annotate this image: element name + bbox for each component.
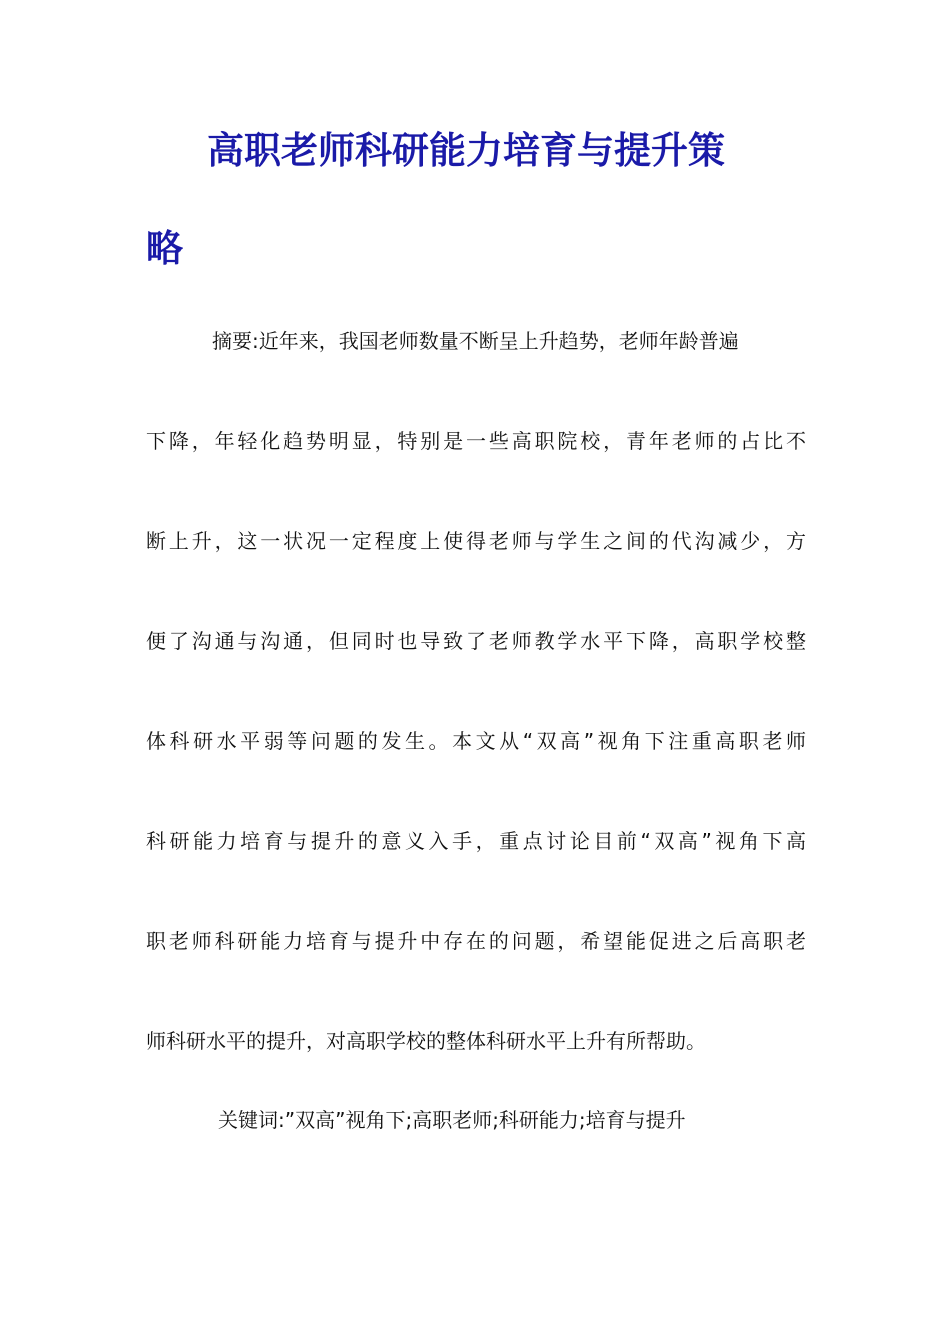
abstract-line-1: 摘要:近年来，我国老师数量不断呈上升趋势，老师年龄普遍	[212, 329, 739, 353]
document-title-line-2: 略	[146, 226, 183, 270]
document-title-line-1: 高职老师科研能力培育与提升策	[207, 128, 725, 172]
abstract-line-4: 便了沟通与沟通，但同时也导致了老师教学水平下降，高职学校整	[146, 629, 806, 653]
abstract-line-6: 科研能力培育与提升的意义入手，重点讨论目前“双高”视角下高	[146, 829, 806, 853]
abstract-line-8: 师科研水平的提升，对高职学校的整体科研水平上升有所帮助。	[146, 1029, 706, 1053]
abstract-line-3: 断上升，这一状况一定程度上使得老师与学生之间的代沟减少，方	[146, 529, 806, 553]
keywords-line: 关键词:”双高”视角下;高职老师;科研能力;培育与提升	[218, 1108, 686, 1132]
abstract-line-7: 职老师科研能力培育与提升中存在的问题，希望能促进之后高职老	[146, 929, 806, 953]
abstract-line-2: 下降，年轻化趋势明显，特别是一些高职院校，青年老师的占比不	[146, 429, 806, 453]
abstract-line-5: 体科研水平弱等问题的发生。本文从“双高”视角下注重高职老师	[146, 729, 806, 753]
